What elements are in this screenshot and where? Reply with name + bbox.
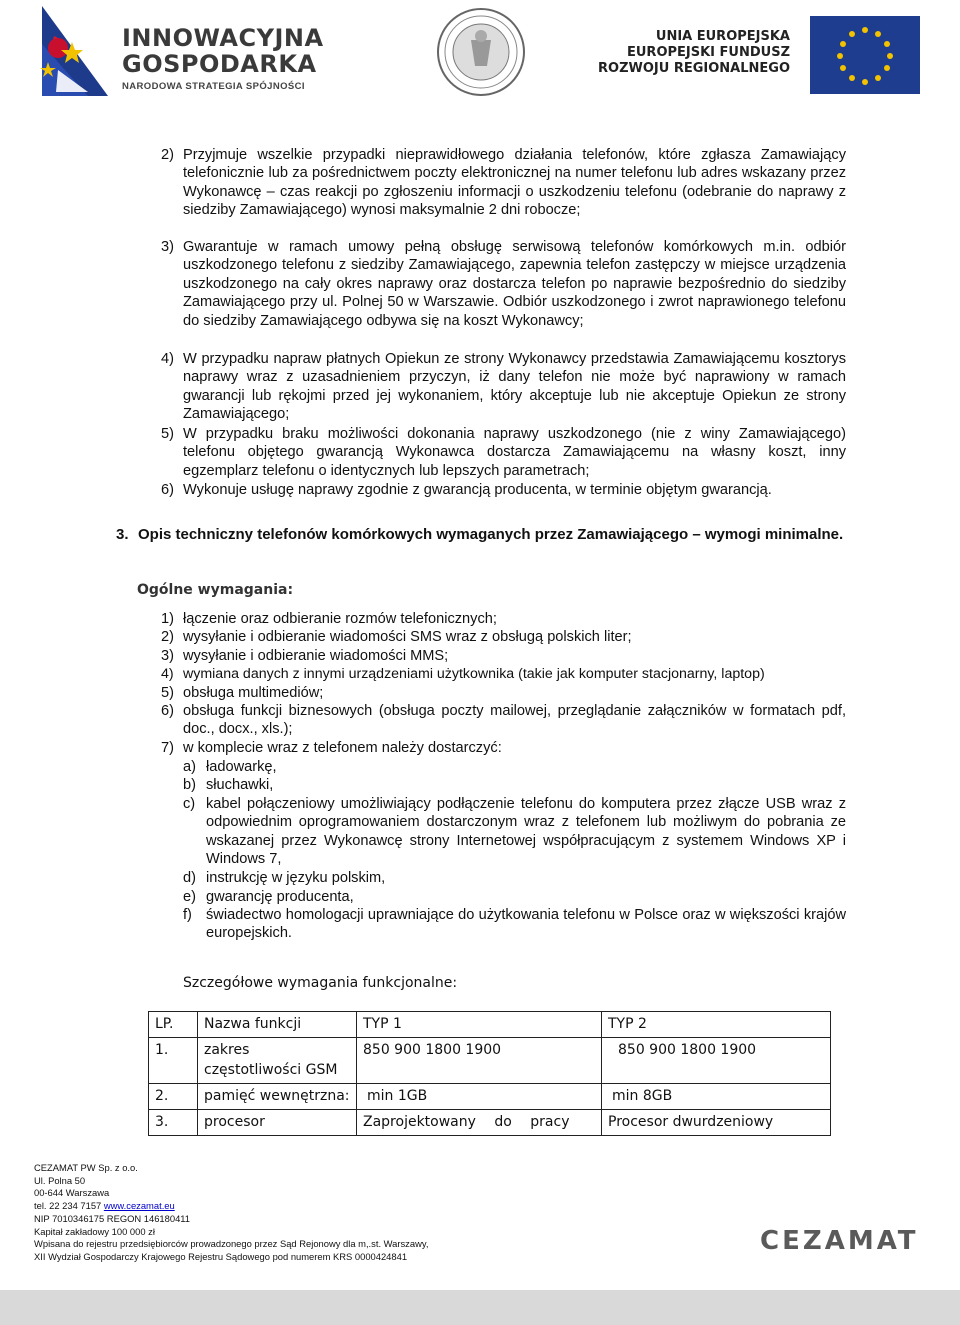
table-row [149, 1110, 831, 1136]
table-cell: pamięć wewnętrzna: [198, 1084, 357, 1110]
footer-street: Ul. Polna 50 [34, 1174, 86, 1186]
item-number: 4) [161, 666, 174, 682]
cezamat-logo [760, 1225, 925, 1255]
university-seal-emblem [435, 6, 527, 98]
company-footer [34, 1162, 428, 1264]
sub-list-item [183, 776, 846, 794]
ig-title-line1: INNOWACYJNA [122, 24, 324, 52]
item-number: 2) [161, 629, 174, 645]
item-text: obsługa multimediów; [183, 685, 324, 701]
item-text: W przypadku napraw płatnych Opiekun ze strony Wykonawcy przedstawia Zamawiającemu kosztorys naprawy wraz z uzasadnieniem przyczyn, iż dany telefon nie może być naprawiony w ramach gwarancji lub rękojmi przed jej wykonaniem, który akceptuje lub nie akceptuje Opiekun ze strony Zamawiającego; [183, 351, 846, 423]
eu-line2: EUROPEJSKI FUNDUSZ [627, 45, 790, 60]
footer-registry: Wpisana do rejestru przedsiębiorców prowadzonego przez Sąd Rejonowy dla m,.st. Warszawy, [34, 1238, 429, 1250]
item-number: 6) [161, 703, 174, 719]
general-requirements-heading: Ogólne wymagania: [137, 582, 294, 598]
list-item [161, 425, 846, 480]
sub-list-item [183, 758, 846, 776]
list-item [161, 146, 846, 220]
item-number: 3) [161, 239, 174, 255]
item-number: 2) [161, 147, 174, 163]
item-letter: b) [183, 777, 196, 793]
item-number: 5) [161, 685, 174, 701]
cezamat-logo-text: CEZAMAT [760, 1226, 919, 1255]
item-number: 7) [161, 740, 174, 756]
item-text: wysyłanie i odbieranie wiadomości SMS wraz z obsługą polskich liter; [183, 629, 632, 645]
item-number: 4) [161, 351, 174, 367]
table-header-row [149, 1012, 831, 1038]
table-row [149, 1038, 831, 1084]
item-text: ładowarkę, [206, 759, 277, 775]
list-item [161, 665, 846, 683]
list-item [161, 739, 846, 757]
sub-list-item [183, 869, 846, 887]
table-cell: min 8GB [602, 1084, 831, 1110]
item-text: gwarancję producenta, [206, 889, 354, 905]
sub-list-item [183, 795, 846, 869]
item-text: wymiana danych z innymi urządzeniami użytkownika (takie jak komputer stacjonarny, laptop) [183, 666, 765, 682]
header-cell: TYP 2 [602, 1012, 831, 1038]
footer-website-link[interactable]: www.cezamat.eu [103, 1200, 175, 1212]
header-cell: Nazwa funkcji [198, 1012, 357, 1038]
item-text: Wykonuje usługę naprawy zgodnie z gwarancją producenta, w terminie objętym gwarancją. [183, 482, 772, 498]
list-item [161, 628, 846, 646]
item-number: 5) [161, 426, 174, 442]
list-item [161, 610, 846, 628]
eu-line1: UNIA EUROPEJSKA [655, 29, 790, 44]
list-item [161, 350, 846, 424]
section-number: 3. [116, 526, 129, 543]
item-text: w komplecie wraz z telefonem należy dostarczyć: [183, 740, 502, 756]
header-cell: LP. [149, 1012, 198, 1038]
table-cell: procesor [198, 1110, 357, 1136]
table-cell: min 1GB [357, 1084, 602, 1110]
section-heading [116, 525, 846, 544]
ig-title-line2: GOSPODARKA [122, 50, 317, 78]
requirements-table [148, 1011, 831, 1136]
footer-contact [34, 1200, 428, 1213]
item-text: świadectwo homologacji uprawniające do użytkowania telefonu w Polsce oraz w większości krajów europejskich. [206, 907, 846, 942]
table-cell: 2. [149, 1084, 198, 1110]
list-item [161, 702, 846, 739]
table-cell: zakres częstotliwości GSM [198, 1038, 357, 1084]
item-text: łączenie oraz odbieranie rozmów telefonicznych; [183, 611, 497, 627]
table-cell: Zaprojektowany do pracy [357, 1110, 602, 1136]
table-cell: Procesor dwurdzeniowy [602, 1110, 831, 1136]
item-letter: a) [183, 759, 196, 775]
item-text: obsługa funkcji biznesowych (obsługa poczty mailowej, przeglądanie załączników w formatach pdf, doc., docx., xls.); [183, 703, 846, 738]
item-text: instrukcję w języku polskim, [206, 870, 386, 886]
item-text: Przyjmuje wszelkie przypadki nieprawidłowego działania telefonów, które zgłasza Zamawiający telefonicznie lub za pośrednictwem poczty elektronicznej na numer telefonu lub adres wskazany przez Wykonawcę – czas reakcji po zgłoszeniu informacji o uszkodzeniu telefonu (odebranie do naprawy z siedziby Zamawiającego) wynosi maksymalnie 2 dni robocze; [183, 147, 846, 219]
header-cell: TYP 1 [357, 1012, 602, 1038]
footer-company: CEZAMAT PW Sp. z o.o. [34, 1162, 138, 1173]
item-number: 3) [161, 648, 174, 664]
item-letter: c) [183, 796, 196, 812]
item-letter: d) [183, 870, 196, 886]
bottom-bar [0, 1290, 960, 1325]
table-cell: 850 900 1800 1900 [357, 1038, 602, 1084]
item-text: słuchawki, [206, 777, 274, 793]
detailed-requirements-heading: Szczegółowe wymagania funkcjonalne: [183, 975, 458, 991]
item-letter: f) [183, 907, 192, 923]
eu-line3: ROZWOJU REGIONALNEGO [598, 61, 790, 76]
list-item [161, 684, 846, 702]
item-number: 6) [161, 482, 174, 498]
table-cell: 1. [149, 1038, 198, 1084]
item-text: Gwarantuje w ramach umowy pełną obsługę serwisową telefonów komórkowych m.in. odbiór uszkodzonego telefonu z siedziby Zamawiającego, zapewnia telefon zastępczy w miejsce urządzenia uszkodzonego na cały okres naprawy oraz dostarcza telefon po naprawie bezpośrednio do siedziby Zamawiającego przy ul. Polnej 50 w Warszawie. Odbiór uszkodzonego i zwrot naprawionego telefonu do siedziby Zamawiającego odbywa się na koszt Wykonawcy; [183, 239, 846, 329]
item-number: 1) [161, 611, 174, 627]
ig-subtitle: NARODOWA STRATEGIA SPÓJNOŚCI [122, 81, 305, 92]
list-item [161, 238, 846, 330]
sub-list-item [183, 888, 846, 906]
table-cell: 3. [149, 1110, 198, 1136]
footer-nip: NIP 7010346175 REGON 146180411 [34, 1212, 191, 1224]
ig-logo-mark [28, 4, 118, 100]
sub-list-item [183, 906, 846, 943]
footer-krs: XII Wydział Gospodarczy Krajowego Rejestru Sądowego pod numerem KRS 0000424841 [34, 1250, 408, 1262]
item-text: wysyłanie i odbieranie wiadomości MMS; [183, 648, 449, 664]
footer-tel: tel. 22 234 7157 [34, 1200, 104, 1212]
footer-city: 00-644 Warszawa [34, 1187, 110, 1199]
section-title: Opis techniczny telefonów komórkowych wymaganych przez Zamawiającego – wymogi minimalne. [138, 526, 844, 543]
list-item [161, 481, 846, 499]
table-cell: 850 900 1800 1900 [602, 1038, 831, 1084]
item-letter: e) [183, 889, 196, 905]
item-text: kabel połączeniowy umożliwiający podłączenie telefonu do komputera przez złącze USB wraz z odpowiednim oprogramowaniem dostarczonym wraz z telefonem lub możliwym do pobrania ze wskazanej przez Wykonawcę strony Internetowej współpracującym z systemem Windows XP i Windows 7, [206, 796, 846, 868]
list-item [161, 647, 846, 665]
table-row [149, 1084, 831, 1110]
item-text: W przypadku braku możliwości dokonania naprawy uszkodzonego (nie z winy Zamawiającego) telefonu objętego gwarancją Wykonawca dostarcza Zamawiającemu na własny koszt, inny egzemplarz telefonu o identycznych lub lepszych parametrach; [183, 426, 846, 479]
footer-capital: Kapitał zakładowy 100 000 zł [34, 1225, 155, 1237]
